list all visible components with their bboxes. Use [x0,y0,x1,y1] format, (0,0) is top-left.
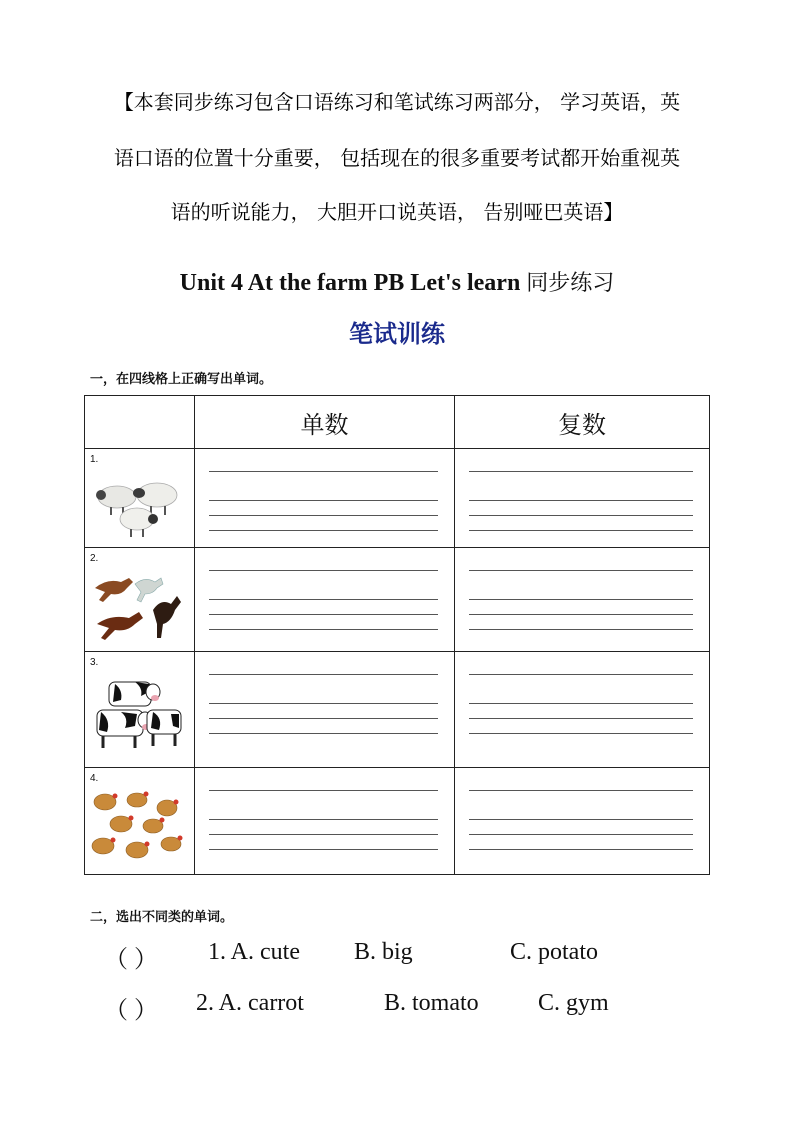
option-c: C. gym [538,990,609,1016]
table-row [85,768,710,875]
header-picture-cell [85,396,195,449]
four-line-grid [209,790,438,850]
singular-writing-cell[interactable] [195,449,455,548]
row-number: 2. [90,553,99,564]
section-2-heading: 二，选出不同类的单词。 [90,910,234,925]
four-line-grid [209,471,438,531]
four-line-grid [469,471,693,531]
picture-cell [85,548,195,652]
answer-paren[interactable]: （ ） [104,998,158,1024]
singular-writing-cell[interactable] [195,652,455,768]
plural-writing-cell[interactable] [455,548,710,652]
picture-cell [85,449,195,548]
worksheet-table [84,395,710,875]
row-number: 4. [90,773,99,784]
option-c: C. potato [510,939,598,965]
sheep-image [91,467,187,543]
picture-cell [85,768,195,875]
page-title [0,266,794,297]
title-chinese: 同步练习 [526,271,615,296]
option-b: B. big [354,939,413,965]
four-line-grid [469,790,693,850]
plural-writing-cell[interactable] [455,652,710,768]
header-singular: 单数 [195,396,455,449]
picture-cell [85,652,195,768]
four-line-grid [209,674,438,734]
option-b: B. tomato [384,990,479,1016]
four-line-grid [469,674,693,734]
title-english: Unit 4 At the farm PB Let's learn [179,270,527,296]
header-plural: 复数 [455,396,710,449]
four-line-grid [209,570,438,630]
intro-line-1: 【本套同步练习包含口语练习和笔试练习两部分， 学习英语，英 [113,90,681,114]
option-a: 1. A. cute [208,939,300,965]
section-1-heading: 一，在四线格上正确写出单词。 [90,372,273,387]
intro-line-2: 语口语的位置十分重要， 包括现在的很多重要考试都开始重视英 [113,146,681,170]
plural-writing-cell[interactable] [455,768,710,875]
cow-image [91,670,187,756]
singular-writing-cell[interactable] [195,768,455,875]
singular-writing-cell[interactable] [195,548,455,652]
answer-paren[interactable]: （ ） [104,947,158,973]
row-number: 3. [90,657,99,668]
table-row [85,548,710,652]
table-row [85,652,710,768]
intro-line-3: 语的听说能力， 大胆开口说英语， 告别哑巴英语】 [170,200,624,224]
hen-image [91,786,187,868]
option-a: 2. A. carrot [196,990,304,1016]
horse-image [91,566,187,646]
row-number: 1. [90,454,99,465]
page-subtitle: 笔试训练 [349,320,445,348]
table-header-row [85,396,710,449]
four-line-grid [469,570,693,630]
table-row [85,449,710,548]
plural-writing-cell[interactable] [455,449,710,548]
